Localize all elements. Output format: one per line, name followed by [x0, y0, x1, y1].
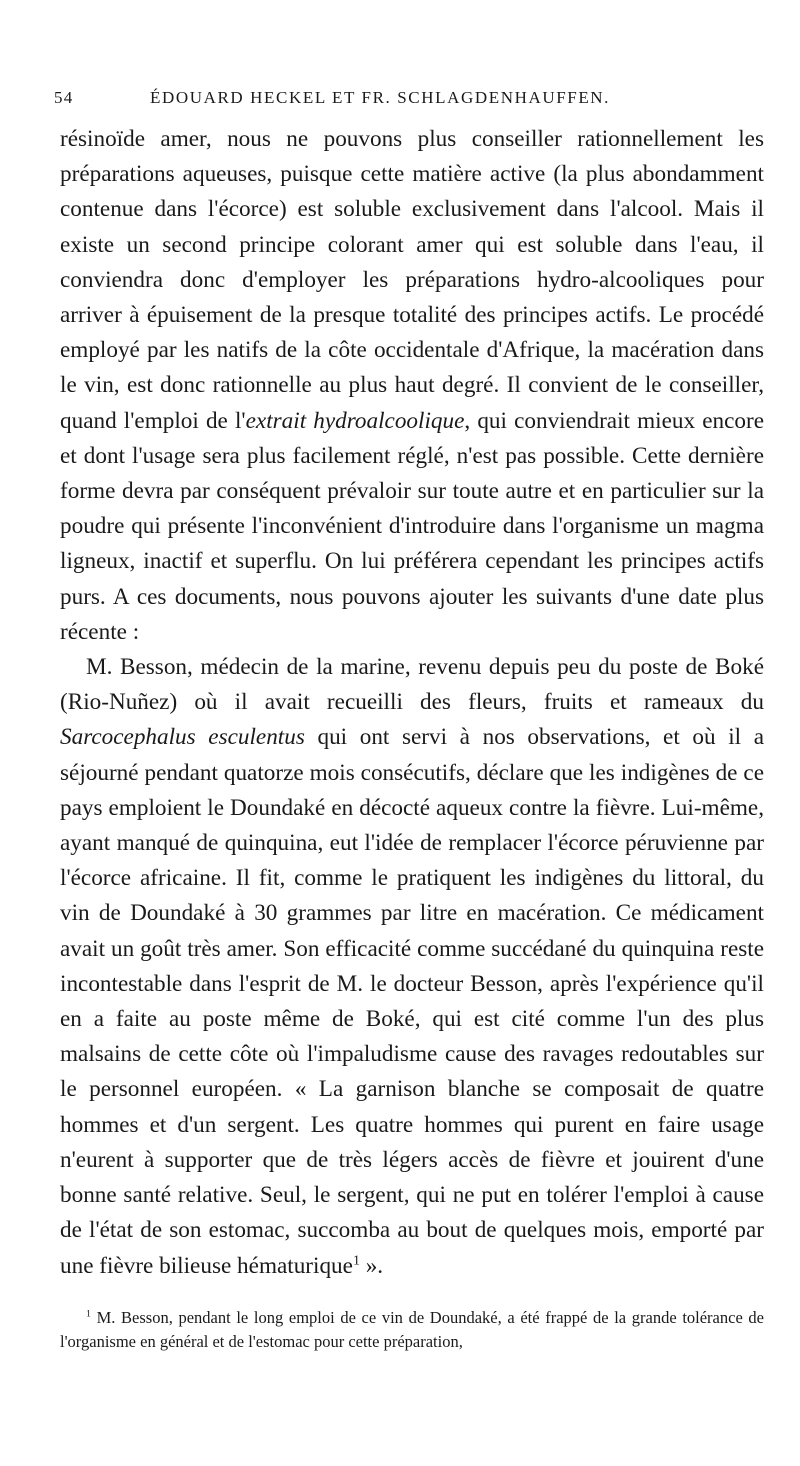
italic-species-name: Sarcocephalus esculentus — [60, 724, 305, 751]
footnote — [60, 1306, 764, 1354]
paragraph-2 — [60, 650, 764, 1284]
paragraph-1-text-b: , qui conviendrait mieux encore et dont l'usage sera plus facilement réglé, n'est pas possible. Cette dernière forme devra par conséquent prévaloir sur toute autre et en particulier sur la poudre qui présente l'inconvénient d'introduire dans l'organisme un magma ligneux, inactif et superflu. On lui préférera cependant les principes actifs purs. A ces documents, nous pouvons ajouter les suivants d'une date plus récente : — [60, 407, 764, 645]
book-page — [54, 88, 765, 1354]
italic-term-extrait: extrait hydroalcoolique — [245, 407, 465, 434]
footnote-reference: 1 — [352, 1252, 360, 1268]
paragraph-2-text-b: qui ont servi à nos observations, et où il a séjourné pendant quatorze mois consécutifs, déclare que les indigènes de ce pays emploient le Doundaké en décocté aqueux contre la fièvre. Lui-même, ayant manqué de quinquina, eut l'idée de remplacer l'écorce péruvienne par l'écorce africaine. Il fit, comme le pratiquent les indigènes du littoral, du vin de Doundaké à 30 grammes par litre en macération. Ce médicament avait un goût très amer. Son efficacité comme succédané du quinquina reste incontestable dans l'esprit de M. le docteur Besson, après l'expérience qu'il en a faite au poste même de Boké, qui est cité comme l'un des plus malsains de cette côte où l'impaludisme cause des ravages redoutables sur le personnel européen. « La garnison blanche se composait de quatre hommes et d'un sergent. Les quatre hommes qui purent en faire usage n'eurent à supporter que de très légers accès de fièvre et jouirent d'une bonne santé relative. Seul, le sergent, qui ne put en tolérer l'emploi à cause de l'état de son estomac, succomba au bout de quelques mois, emporté par une fièvre bilieuse hématurique — [60, 724, 765, 1279]
running-title: ÉDOUARD HECKEL ET FR. SCHLAGDENHAUFFEN. — [150, 88, 611, 107]
paragraph-2-text-a: M. Besson, médecin de la marine, revenu depuis peu du poste de Boké (Rio-Nuñez) où il avait recueilli des fleurs, fruits et rameaux du — [60, 654, 764, 716]
body-text — [60, 122, 764, 1284]
paragraph-1 — [60, 122, 764, 650]
paragraph-2-end: ». — [359, 1252, 384, 1279]
page-number: 54 — [54, 88, 74, 107]
running-head — [54, 88, 764, 122]
footnote-marker: 1 — [86, 1308, 91, 1320]
footnote-text: M. Besson, pendant le long emploi de ce vin de Doundaké, a été frappé de la grande tolérance de l'organisme en général et de l'estomac pour cette préparation, — [60, 1307, 764, 1351]
paragraph-1-text-a: résinoïde amer, nous ne pouvons plus conseiller rationnellement les préparations aqueuses, puisque cette matière active (la plus abondamment contenue dans l'écorce) est soluble exclusivement dans l'alcool. Mais il existe un second principe colorant amer qui est soluble dans l'eau, il conviendra donc d'employer les préparations hydro-alcooliques pour arriver à épuisement de la presque totalité des principes actifs. Le procédé employé par les natifs de la côte occidentale d'Afrique, la macération dans le vin, est donc rationnelle au plus haut degré. Il convient de le conseiller, quand l'emploi de l' — [60, 126, 764, 434]
